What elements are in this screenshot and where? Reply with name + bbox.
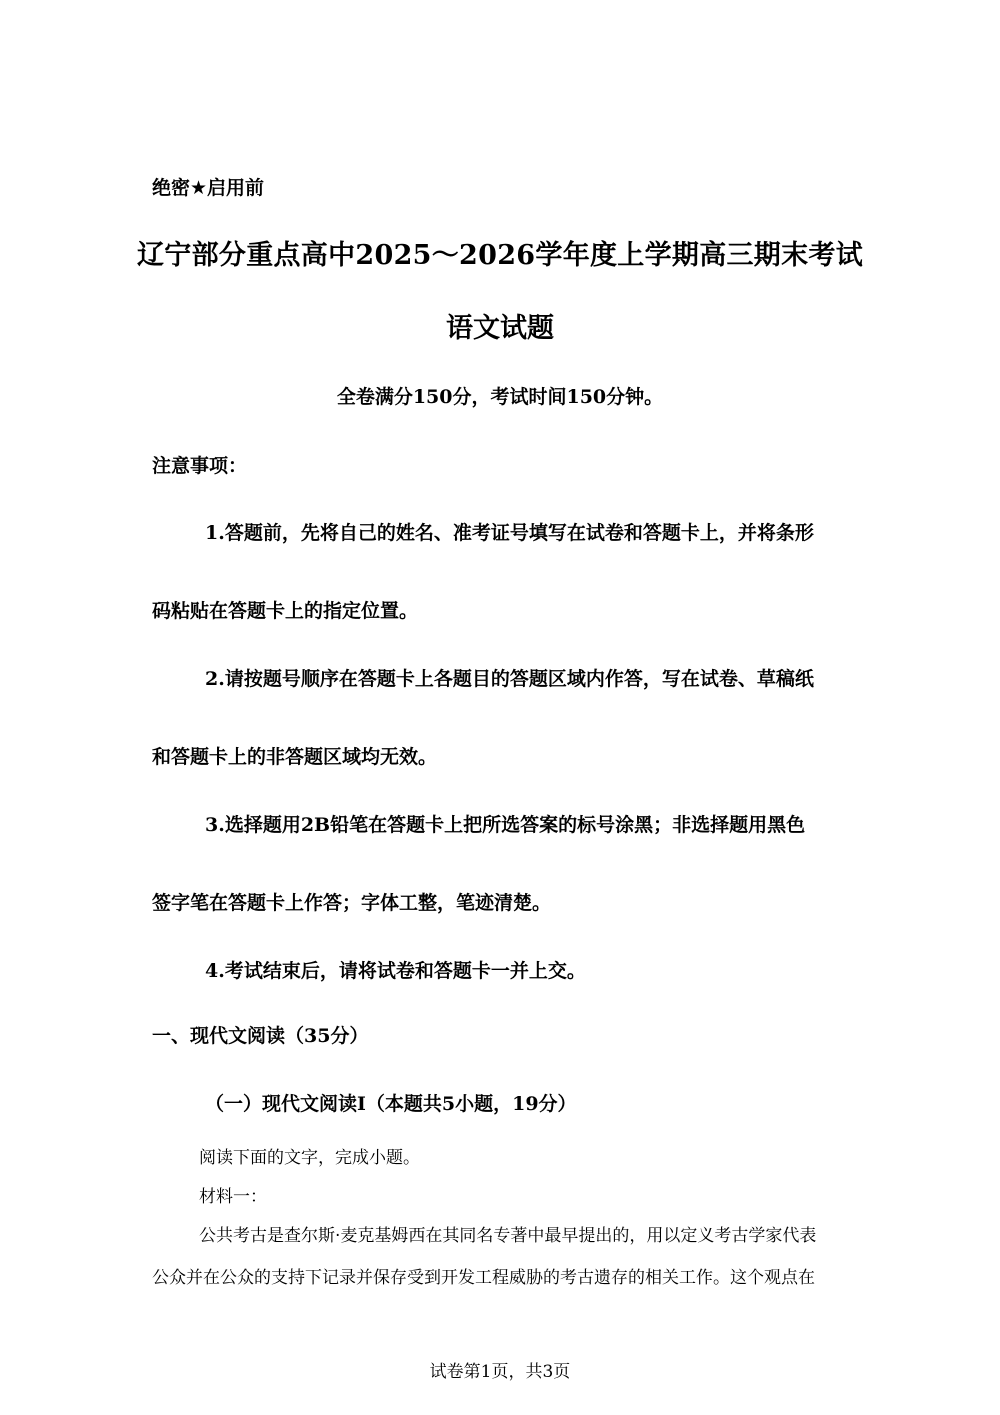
reading-instruction: 阅读下面的文字，完成小题。 — [199, 1148, 420, 1168]
subject-title: 语文试题 — [446, 313, 554, 344]
notice-item-3-line-2: 签字笔在答题卡上作答；字体工整，笔迹清楚。 — [152, 892, 552, 914]
notice-item-2-line-1: 2.请按题号顺序在答题卡上各题目的答题区域内作答，写在试卷、草稿纸 — [205, 668, 814, 690]
page-footer: 试卷第1页，共3页 — [429, 1362, 571, 1382]
material-paragraph-line-2: 公众并在公众的支持下记录并保存受到开发工程威胁的考古遗存的相关工作。这个观点在 — [152, 1268, 815, 1288]
notice-item-4: 4.考试结束后，请将试卷和答题卡一并上交。 — [205, 960, 586, 982]
material-label: 材料一： — [199, 1187, 267, 1207]
confidential-mark: 绝密★启用前 — [152, 177, 265, 199]
subsection-heading: （一）现代文阅读Ⅰ（本题共5小题，19分） — [205, 1093, 577, 1115]
material-paragraph-line-1: 公共考古是查尔斯·麦克基姆西在其同名专著中最早提出的，用以定义考古学家代表 — [199, 1226, 817, 1246]
exam-title: 辽宁部分重点高中2025～2026学年度上学期高三期末考试 — [137, 240, 863, 271]
notice-item-3-line-1: 3.选择题用2B铅笔在答题卡上把所选答案的标号涂黑；非选择题用黑色 — [205, 814, 806, 836]
notice-item-1-line-1: 1.答题前，先将自己的姓名、准考证号填写在试卷和答题卡上，并将条形 — [205, 522, 814, 544]
score-info: 全卷满分150分，考试时间150分钟。 — [336, 386, 664, 408]
notice-heading: 注意事项： — [152, 455, 248, 477]
section-heading: 一、现代文阅读（35分） — [152, 1025, 369, 1047]
notice-item-2-line-2: 和答题卡上的非答题区域均无效。 — [152, 746, 438, 768]
notice-item-1-line-2: 码粘贴在答题卡上的指定位置。 — [152, 600, 419, 622]
